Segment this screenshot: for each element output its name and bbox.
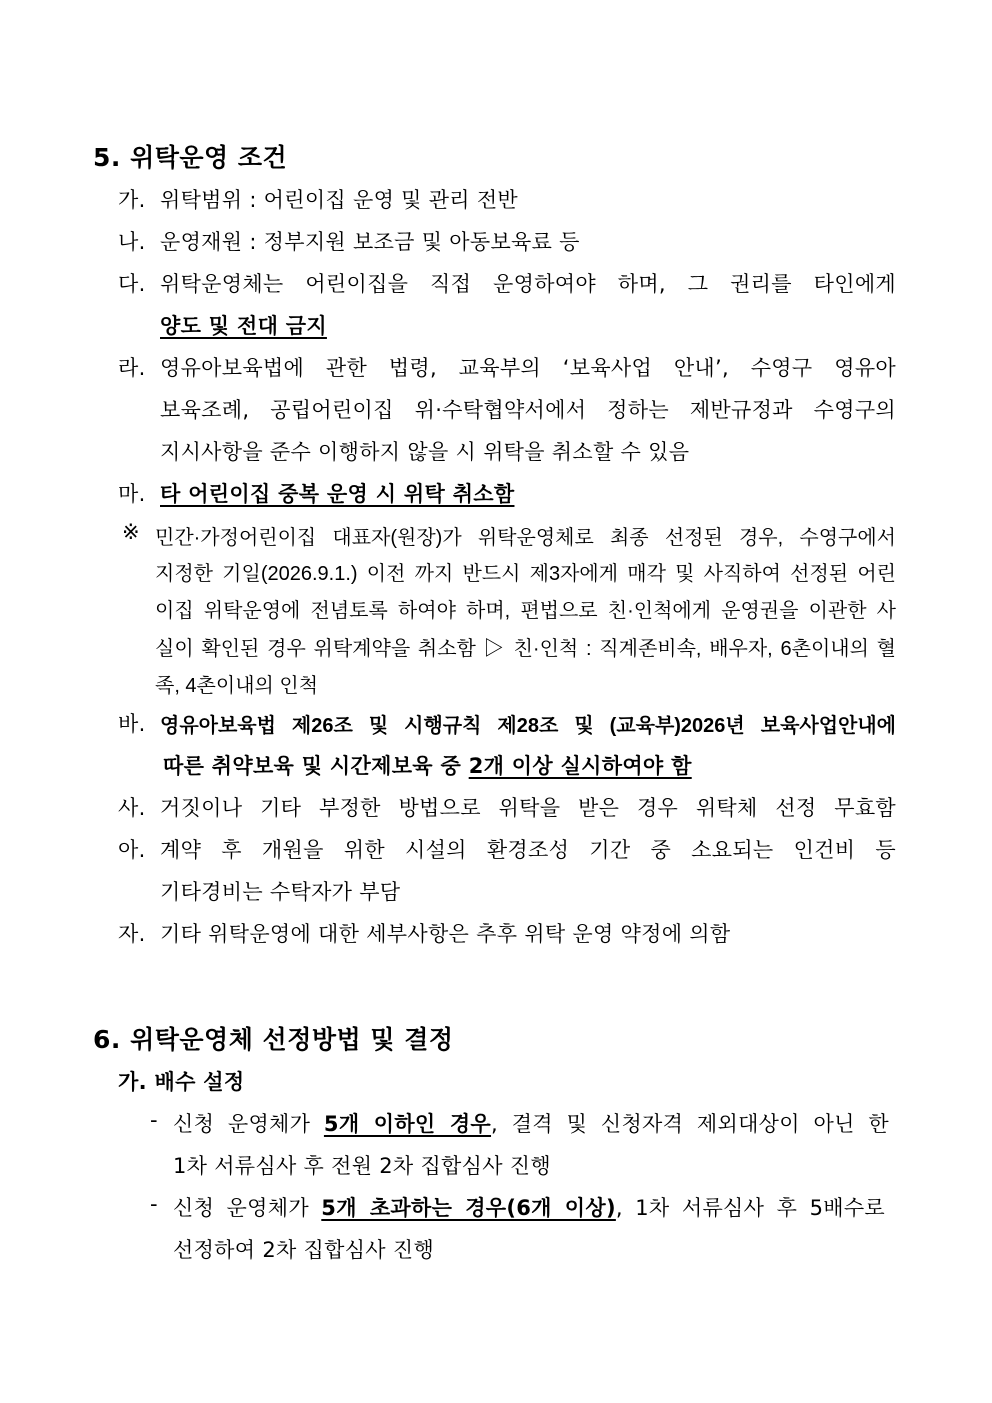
item-ja-text: 기타 위탁운영에 대한 세부사항은 추후 위탁 운영 약정에 의함 — [160, 922, 731, 946]
bullet-1-marker: - — [150, 1108, 158, 1132]
item-ba-line2 — [163, 750, 692, 780]
bullet-2-line1 — [173, 1192, 885, 1222]
item-da-marker: 다. — [118, 272, 146, 296]
note-line1: 민간·가정어린이집 대표자(원장)가 위탁운영체로 최종 선정된 경우, 수영구에서 — [155, 527, 896, 549]
note-line5: 족, 4촌이내의 인척 — [155, 675, 319, 697]
section-6-heading: 6. 위탁운영체 선정방법 및 결정 — [93, 1025, 454, 1054]
item-ba-line2-underlined: 2개 이상 실시하여야 함 — [468, 754, 692, 778]
item-ja-marker: 자. — [118, 922, 146, 946]
bullet-1-pre: 신청 운영체가 — [173, 1112, 324, 1136]
item-na-marker: 나. — [118, 230, 146, 254]
note-line3: 이집 위탁운영에 전념토록 하여야 하며, 편법으로 친·인척에게 운영권을 이관한 사 — [155, 600, 896, 622]
bullet-2-line2: 선정하여 2차 집합심사 진행 — [173, 1238, 435, 1262]
note-line2: 지정한 기일(2026.9.1.) 이전 까지 반드시 제3자에게 매각 및 사직하여 선정된 어린 — [155, 563, 896, 585]
section-6-ga — [118, 1066, 244, 1096]
item-ga-text: 위탁범위 : 어린이집 운영 및 관리 전반 — [160, 188, 519, 212]
bullet-1-underlined: 5개 이하인 경우 — [323, 1112, 492, 1136]
section-6-ga-marker: 가. — [118, 1070, 147, 1094]
item-ba-marker: 바. — [118, 712, 146, 736]
bullet-2-marker: - — [150, 1192, 158, 1216]
item-ga-marker: 가. — [118, 188, 146, 212]
bullet-2-pre: 신청 운영체가 — [173, 1196, 322, 1220]
item-na-text: 운영재원 : 정부지원 보조금 및 아동보육료 등 — [160, 230, 580, 254]
bullet-1-line2: 1차 서류심사 후 전원 2차 집합심사 진행 — [173, 1154, 551, 1178]
section-6-ga-title: 배수 설정 — [154, 1070, 245, 1094]
item-da-line2: 양도 및 전대 금지 — [160, 314, 327, 338]
item-ba-line2-pre: 따른 취약보육 및 시간제보육 중 — [163, 754, 469, 778]
bullet-1-post: , 결격 및 신청자격 제외대상이 아닌 한 — [491, 1112, 889, 1136]
note-line4: 실이 확인된 경우 위탁계약을 취소함 ▷ 친·인척 : 직계존비속, 배우자, 6촌이내의 혈 — [155, 638, 896, 660]
item-aa-line1: 계약 후 개원을 위한 시설의 환경조성 기간 중 소요되는 인건비 등 — [160, 838, 896, 862]
item-ra-line1: 영유아보육법에 관한 법령, 교육부의 ‘보육사업 안내’, 수영구 영유아 — [160, 356, 896, 380]
item-aa-line2: 기타경비는 수탁자가 부담 — [160, 880, 401, 904]
item-sa-text: 거짓이나 기타 부정한 방법으로 위탁을 받은 경우 위탁체 선정 무효함 — [160, 796, 896, 820]
item-ra-line3: 지시사항을 준수 이행하지 않을 시 위탁을 취소할 수 있음 — [160, 440, 690, 464]
item-ra-marker: 라. — [118, 356, 146, 380]
section-5-heading: 5. 위탁운영 조건 — [93, 143, 288, 172]
item-ba-line1: 영유아보육법 제26조 및 시행규칙 제28조 및 (교육부)2026년 보육사업안내에 — [160, 715, 896, 737]
bullet-1-line1 — [173, 1108, 889, 1138]
item-sa-marker: 사. — [118, 796, 146, 820]
note-marker: ※ — [122, 520, 140, 544]
item-ma-marker: 마. — [118, 482, 146, 506]
item-aa-marker: 아. — [118, 838, 146, 862]
item-ra-line2: 보육조례, 공립어린이집 위·수탁협약서에서 정하는 제반규정과 수영구의 — [160, 398, 896, 422]
item-da-line1: 위탁운영체는 어린이집을 직접 운영하여야 하며, 그 권리를 타인에게 — [160, 272, 896, 296]
item-ma-text: 타 어린이집 중복 운영 시 위탁 취소함 — [160, 482, 515, 506]
bullet-2-post: , 1차 서류심사 후 5배수로 — [615, 1196, 885, 1220]
bullet-2-underlined: 5개 초과하는 경우(6개 이상) — [321, 1196, 616, 1220]
